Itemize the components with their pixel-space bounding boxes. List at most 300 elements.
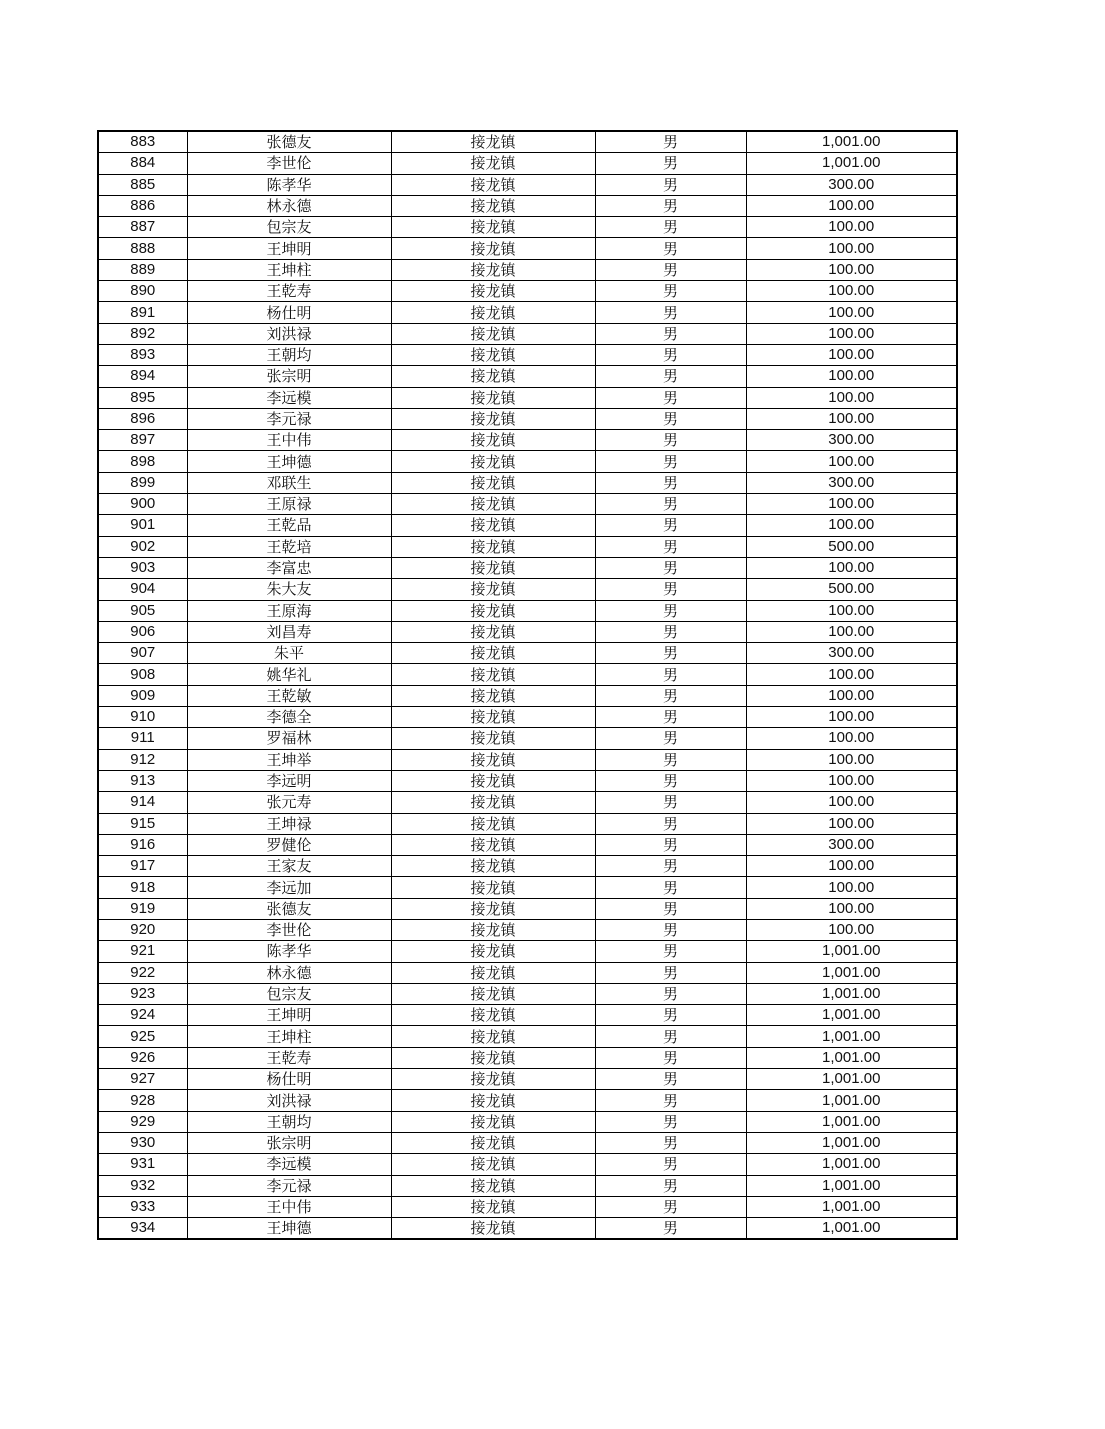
row-number-cell: 925 [98, 1026, 187, 1047]
row-number-cell: 934 [98, 1218, 187, 1240]
table-body [98, 131, 957, 1239]
gender-cell: 男 [595, 898, 746, 919]
row-number-cell: 932 [98, 1175, 187, 1196]
town-cell: 接龙镇 [391, 1005, 595, 1026]
town-cell: 接龙镇 [391, 408, 595, 429]
amount-cell: 100.00 [746, 259, 957, 280]
row-number-cell: 898 [98, 451, 187, 472]
table-row [98, 323, 957, 344]
gender-cell: 男 [595, 430, 746, 451]
row-number-cell: 913 [98, 770, 187, 791]
row-number-cell: 918 [98, 877, 187, 898]
amount-cell: 100.00 [746, 238, 957, 259]
table-row [98, 621, 957, 642]
table-row [98, 792, 957, 813]
row-number-cell: 933 [98, 1196, 187, 1217]
row-number-cell: 899 [98, 472, 187, 493]
table-row [98, 600, 957, 621]
name-cell: 张宗明 [187, 1132, 391, 1153]
amount-cell: 100.00 [746, 323, 957, 344]
amount-cell: 100.00 [746, 557, 957, 578]
table-row [98, 302, 957, 323]
gender-cell: 男 [595, 1026, 746, 1047]
table-row [98, 1218, 957, 1240]
table-row [98, 408, 957, 429]
name-cell: 李德全 [187, 707, 391, 728]
amount-cell: 100.00 [746, 770, 957, 791]
table-row [98, 195, 957, 216]
town-cell: 接龙镇 [391, 877, 595, 898]
name-cell: 王坤柱 [187, 259, 391, 280]
amount-cell: 100.00 [746, 728, 957, 749]
town-cell: 接龙镇 [391, 174, 595, 195]
row-number-cell: 891 [98, 302, 187, 323]
town-cell: 接龙镇 [391, 792, 595, 813]
name-cell: 张德友 [187, 898, 391, 919]
town-cell: 接龙镇 [391, 1218, 595, 1240]
amount-cell: 1,001.00 [746, 131, 957, 153]
gender-cell: 男 [595, 877, 746, 898]
amount-cell: 1,001.00 [746, 153, 957, 174]
row-number-cell: 921 [98, 941, 187, 962]
gender-cell: 男 [595, 707, 746, 728]
gender-cell: 男 [595, 1069, 746, 1090]
row-number-cell: 917 [98, 856, 187, 877]
town-cell: 接龙镇 [391, 387, 595, 408]
amount-cell: 100.00 [746, 749, 957, 770]
name-cell: 王乾敏 [187, 685, 391, 706]
gender-cell: 男 [595, 217, 746, 238]
row-number-cell: 892 [98, 323, 187, 344]
amount-cell: 100.00 [746, 217, 957, 238]
name-cell: 李元禄 [187, 1175, 391, 1196]
row-number-cell: 904 [98, 579, 187, 600]
table-row [98, 238, 957, 259]
name-cell: 王坤柱 [187, 1026, 391, 1047]
table-row [98, 174, 957, 195]
row-number-cell: 893 [98, 344, 187, 365]
name-cell: 刘洪禄 [187, 323, 391, 344]
name-cell: 朱平 [187, 643, 391, 664]
row-number-cell: 889 [98, 259, 187, 280]
town-cell: 接龙镇 [391, 302, 595, 323]
name-cell: 王朝均 [187, 344, 391, 365]
table-row [98, 983, 957, 1004]
gender-cell: 男 [595, 579, 746, 600]
table-row [98, 1069, 957, 1090]
gender-cell: 男 [595, 813, 746, 834]
amount-cell: 1,001.00 [746, 983, 957, 1004]
row-number-cell: 906 [98, 621, 187, 642]
gender-cell: 男 [595, 1111, 746, 1132]
name-cell: 王坤明 [187, 1005, 391, 1026]
amount-cell: 100.00 [746, 856, 957, 877]
name-cell: 王坤明 [187, 238, 391, 259]
name-cell: 张德友 [187, 131, 391, 153]
amount-cell: 1,001.00 [746, 1005, 957, 1026]
amount-cell: 100.00 [746, 898, 957, 919]
gender-cell: 男 [595, 408, 746, 429]
table-row [98, 1175, 957, 1196]
amount-cell: 1,001.00 [746, 1175, 957, 1196]
row-number-cell: 897 [98, 430, 187, 451]
town-cell: 接龙镇 [391, 1047, 595, 1068]
gender-cell: 男 [595, 728, 746, 749]
row-number-cell: 923 [98, 983, 187, 1004]
gender-cell: 男 [595, 366, 746, 387]
town-cell: 接龙镇 [391, 1111, 595, 1132]
gender-cell: 男 [595, 664, 746, 685]
name-cell: 王坤禄 [187, 813, 391, 834]
name-cell: 林永德 [187, 195, 391, 216]
gender-cell: 男 [595, 643, 746, 664]
amount-cell: 100.00 [746, 813, 957, 834]
gender-cell: 男 [595, 770, 746, 791]
gender-cell: 男 [595, 856, 746, 877]
gender-cell: 男 [595, 174, 746, 195]
row-number-cell: 910 [98, 707, 187, 728]
table-row [98, 813, 957, 834]
table-row [98, 685, 957, 706]
name-cell: 王坤举 [187, 749, 391, 770]
table-row [98, 217, 957, 238]
amount-cell: 100.00 [746, 707, 957, 728]
table-row [98, 1047, 957, 1068]
town-cell: 接龙镇 [391, 919, 595, 940]
table-row [98, 1154, 957, 1175]
row-number-cell: 895 [98, 387, 187, 408]
gender-cell: 男 [595, 1005, 746, 1026]
amount-cell: 1,001.00 [746, 1218, 957, 1240]
amount-cell: 1,001.00 [746, 1026, 957, 1047]
table-row [98, 131, 957, 153]
town-cell: 接龙镇 [391, 238, 595, 259]
amount-cell: 1,001.00 [746, 1196, 957, 1217]
town-cell: 接龙镇 [391, 749, 595, 770]
gender-cell: 男 [595, 259, 746, 280]
row-number-cell: 927 [98, 1069, 187, 1090]
town-cell: 接龙镇 [391, 344, 595, 365]
name-cell: 王坤德 [187, 451, 391, 472]
amount-cell: 100.00 [746, 664, 957, 685]
table-row [98, 1026, 957, 1047]
table-row [98, 494, 957, 515]
table-row [98, 344, 957, 365]
gender-cell: 男 [595, 153, 746, 174]
gender-cell: 男 [595, 515, 746, 536]
table-row [98, 941, 957, 962]
name-cell: 王乾寿 [187, 1047, 391, 1068]
row-number-cell: 924 [98, 1005, 187, 1026]
name-cell: 林永德 [187, 962, 391, 983]
table-row [98, 749, 957, 770]
table-row [98, 877, 957, 898]
row-number-cell: 926 [98, 1047, 187, 1068]
row-number-cell: 886 [98, 195, 187, 216]
table-row [98, 770, 957, 791]
row-number-cell: 883 [98, 131, 187, 153]
gender-cell: 男 [595, 834, 746, 855]
table-row [98, 557, 957, 578]
row-number-cell: 930 [98, 1132, 187, 1153]
row-number-cell: 908 [98, 664, 187, 685]
amount-cell: 100.00 [746, 408, 957, 429]
table-row [98, 664, 957, 685]
town-cell: 接龙镇 [391, 1026, 595, 1047]
name-cell: 邓联生 [187, 472, 391, 493]
gender-cell: 男 [595, 1218, 746, 1240]
name-cell: 王原禄 [187, 494, 391, 515]
amount-cell: 1,001.00 [746, 1047, 957, 1068]
amount-cell: 100.00 [746, 387, 957, 408]
name-cell: 王坤德 [187, 1218, 391, 1240]
name-cell: 王乾寿 [187, 281, 391, 302]
gender-cell: 男 [595, 792, 746, 813]
name-cell: 王中伟 [187, 430, 391, 451]
row-number-cell: 922 [98, 962, 187, 983]
row-number-cell: 911 [98, 728, 187, 749]
table-row [98, 153, 957, 174]
gender-cell: 男 [595, 131, 746, 153]
amount-cell: 100.00 [746, 451, 957, 472]
gender-cell: 男 [595, 387, 746, 408]
gender-cell: 男 [595, 238, 746, 259]
name-cell: 王乾品 [187, 515, 391, 536]
gender-cell: 男 [595, 1196, 746, 1217]
town-cell: 接龙镇 [391, 643, 595, 664]
table-row [98, 387, 957, 408]
amount-cell: 1,001.00 [746, 1090, 957, 1111]
table-row [98, 1090, 957, 1111]
row-number-cell: 901 [98, 515, 187, 536]
name-cell: 王家友 [187, 856, 391, 877]
gender-cell: 男 [595, 600, 746, 621]
town-cell: 接龙镇 [391, 281, 595, 302]
gender-cell: 男 [595, 195, 746, 216]
town-cell: 接龙镇 [391, 153, 595, 174]
gender-cell: 男 [595, 536, 746, 557]
name-cell: 刘昌寿 [187, 621, 391, 642]
gender-cell: 男 [595, 472, 746, 493]
table-row [98, 707, 957, 728]
amount-cell: 300.00 [746, 430, 957, 451]
row-number-cell: 900 [98, 494, 187, 515]
gender-cell: 男 [595, 983, 746, 1004]
table-row [98, 281, 957, 302]
amount-cell: 100.00 [746, 621, 957, 642]
gender-cell: 男 [595, 302, 746, 323]
row-number-cell: 903 [98, 557, 187, 578]
amount-cell: 100.00 [746, 515, 957, 536]
town-cell: 接龙镇 [391, 451, 595, 472]
name-cell: 包宗友 [187, 983, 391, 1004]
table-row [98, 579, 957, 600]
name-cell: 包宗友 [187, 217, 391, 238]
table-row [98, 1111, 957, 1132]
name-cell: 陈孝华 [187, 174, 391, 195]
gender-cell: 男 [595, 494, 746, 515]
row-number-cell: 915 [98, 813, 187, 834]
row-number-cell: 920 [98, 919, 187, 940]
gender-cell: 男 [595, 962, 746, 983]
amount-cell: 100.00 [746, 877, 957, 898]
amount-cell: 100.00 [746, 302, 957, 323]
row-number-cell: 909 [98, 685, 187, 706]
town-cell: 接龙镇 [391, 1196, 595, 1217]
town-cell: 接龙镇 [391, 472, 595, 493]
town-cell: 接龙镇 [391, 813, 595, 834]
table-row [98, 643, 957, 664]
row-number-cell: 929 [98, 1111, 187, 1132]
town-cell: 接龙镇 [391, 962, 595, 983]
amount-cell: 100.00 [746, 344, 957, 365]
town-cell: 接龙镇 [391, 983, 595, 1004]
town-cell: 接龙镇 [391, 1132, 595, 1153]
amount-cell: 100.00 [746, 494, 957, 515]
row-number-cell: 887 [98, 217, 187, 238]
town-cell: 接龙镇 [391, 898, 595, 919]
amount-cell: 100.00 [746, 919, 957, 940]
table-row [98, 728, 957, 749]
name-cell: 姚华礼 [187, 664, 391, 685]
table-row [98, 898, 957, 919]
amount-cell: 300.00 [746, 174, 957, 195]
town-cell: 接龙镇 [391, 1175, 595, 1196]
gender-cell: 男 [595, 621, 746, 642]
amount-cell: 1,001.00 [746, 1111, 957, 1132]
gender-cell: 男 [595, 685, 746, 706]
name-cell: 张元寿 [187, 792, 391, 813]
table-row [98, 451, 957, 472]
town-cell: 接龙镇 [391, 259, 595, 280]
amount-cell: 100.00 [746, 366, 957, 387]
name-cell: 李远明 [187, 770, 391, 791]
town-cell: 接龙镇 [391, 1090, 595, 1111]
name-cell: 李富忠 [187, 557, 391, 578]
amount-cell: 1,001.00 [746, 1132, 957, 1153]
town-cell: 接龙镇 [391, 536, 595, 557]
gender-cell: 男 [595, 749, 746, 770]
row-number-cell: 914 [98, 792, 187, 813]
name-cell: 王原海 [187, 600, 391, 621]
town-cell: 接龙镇 [391, 131, 595, 153]
row-number-cell: 894 [98, 366, 187, 387]
amount-cell: 100.00 [746, 685, 957, 706]
table-row [98, 1196, 957, 1217]
town-cell: 接龙镇 [391, 685, 595, 706]
name-cell: 李元禄 [187, 408, 391, 429]
row-number-cell: 885 [98, 174, 187, 195]
gender-cell: 男 [595, 1132, 746, 1153]
name-cell: 杨仕明 [187, 302, 391, 323]
table-row [98, 515, 957, 536]
name-cell: 刘洪禄 [187, 1090, 391, 1111]
town-cell: 接龙镇 [391, 728, 595, 749]
amount-cell: 1,001.00 [746, 1154, 957, 1175]
name-cell: 王中伟 [187, 1196, 391, 1217]
row-number-cell: 905 [98, 600, 187, 621]
row-number-cell: 884 [98, 153, 187, 174]
table-row [98, 536, 957, 557]
table-row [98, 834, 957, 855]
table-row [98, 1132, 957, 1153]
town-cell: 接龙镇 [391, 217, 595, 238]
name-cell: 杨仕明 [187, 1069, 391, 1090]
amount-cell: 100.00 [746, 281, 957, 302]
gender-cell: 男 [595, 323, 746, 344]
row-number-cell: 890 [98, 281, 187, 302]
row-number-cell: 888 [98, 238, 187, 259]
name-cell: 李远模 [187, 1154, 391, 1175]
amount-cell: 1,001.00 [746, 1069, 957, 1090]
amount-cell: 300.00 [746, 472, 957, 493]
town-cell: 接龙镇 [391, 366, 595, 387]
town-cell: 接龙镇 [391, 515, 595, 536]
town-cell: 接龙镇 [391, 494, 595, 515]
name-cell: 李世伦 [187, 919, 391, 940]
name-cell: 陈孝华 [187, 941, 391, 962]
gender-cell: 男 [595, 1047, 746, 1068]
town-cell: 接龙镇 [391, 770, 595, 791]
name-cell: 李世伦 [187, 153, 391, 174]
town-cell: 接龙镇 [391, 600, 595, 621]
gender-cell: 男 [595, 941, 746, 962]
table-row [98, 472, 957, 493]
gender-cell: 男 [595, 557, 746, 578]
town-cell: 接龙镇 [391, 621, 595, 642]
town-cell: 接龙镇 [391, 1154, 595, 1175]
name-cell: 朱大友 [187, 579, 391, 600]
amount-cell: 300.00 [746, 834, 957, 855]
name-cell: 张宗明 [187, 366, 391, 387]
table-row [98, 856, 957, 877]
table-row [98, 1005, 957, 1026]
town-cell: 接龙镇 [391, 707, 595, 728]
table-row [98, 430, 957, 451]
town-cell: 接龙镇 [391, 579, 595, 600]
town-cell: 接龙镇 [391, 856, 595, 877]
town-cell: 接龙镇 [391, 430, 595, 451]
amount-cell: 500.00 [746, 536, 957, 557]
gender-cell: 男 [595, 451, 746, 472]
row-number-cell: 919 [98, 898, 187, 919]
amount-cell: 1,001.00 [746, 962, 957, 983]
gender-cell: 男 [595, 281, 746, 302]
town-cell: 接龙镇 [391, 557, 595, 578]
gender-cell: 男 [595, 1090, 746, 1111]
town-cell: 接龙镇 [391, 195, 595, 216]
row-number-cell: 902 [98, 536, 187, 557]
name-cell: 王乾培 [187, 536, 391, 557]
row-number-cell: 907 [98, 643, 187, 664]
town-cell: 接龙镇 [391, 941, 595, 962]
gender-cell: 男 [595, 919, 746, 940]
subsidy-table [97, 130, 958, 1240]
amount-cell: 300.00 [746, 643, 957, 664]
name-cell: 罗健伦 [187, 834, 391, 855]
town-cell: 接龙镇 [391, 664, 595, 685]
gender-cell: 男 [595, 1175, 746, 1196]
gender-cell: 男 [595, 344, 746, 365]
gender-cell: 男 [595, 1154, 746, 1175]
row-number-cell: 896 [98, 408, 187, 429]
name-cell: 罗福林 [187, 728, 391, 749]
row-number-cell: 916 [98, 834, 187, 855]
amount-cell: 100.00 [746, 600, 957, 621]
town-cell: 接龙镇 [391, 1069, 595, 1090]
town-cell: 接龙镇 [391, 834, 595, 855]
row-number-cell: 928 [98, 1090, 187, 1111]
